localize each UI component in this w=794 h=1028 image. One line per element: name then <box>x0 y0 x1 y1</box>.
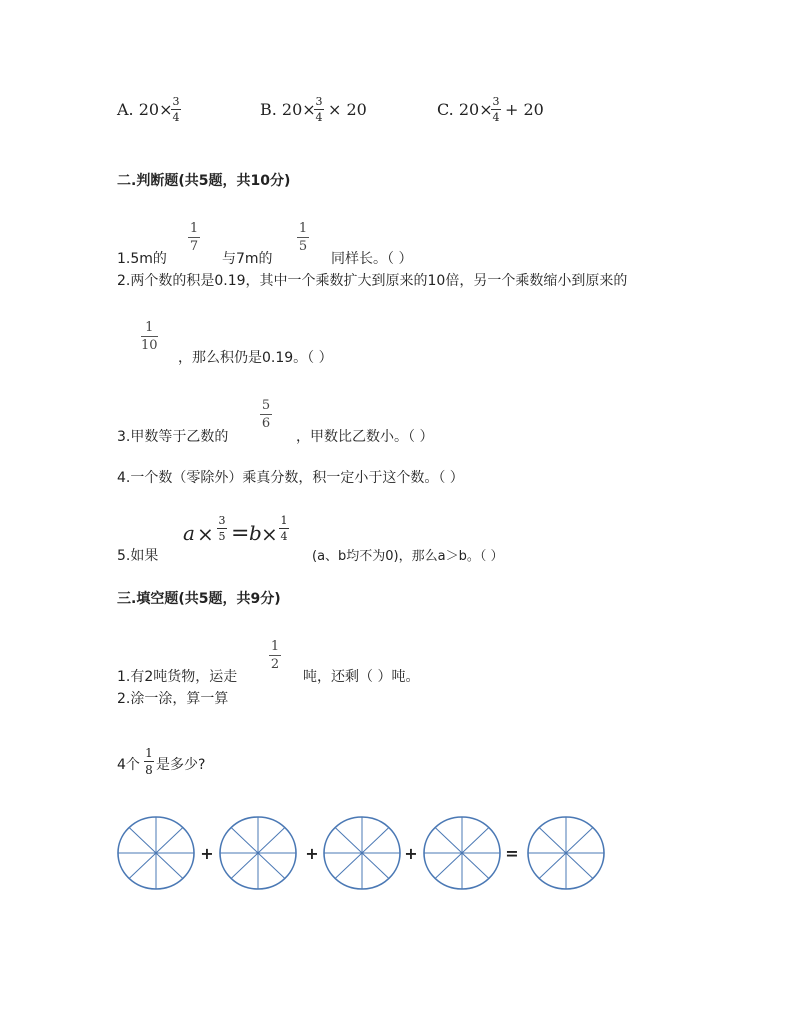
eighths-circle[interactable] <box>118 817 194 889</box>
plus-operator: + <box>305 844 319 863</box>
plus-operator: + <box>200 844 214 863</box>
fraction-numerator: 1 <box>280 514 288 527</box>
judgment-q1-part3: 同样长。（ ） <box>331 251 413 267</box>
fraction-bar <box>171 109 181 110</box>
plus-operator: + <box>404 844 418 863</box>
equation-variable-a: a <box>183 521 195 545</box>
fraction-denominator: 4 <box>492 111 500 124</box>
equation-times: × <box>261 522 278 546</box>
fraction-denominator: 8 <box>145 763 153 777</box>
fraction-denominator: 2 <box>270 657 280 672</box>
eighths-circle[interactable] <box>220 817 296 889</box>
fraction-denominator: 10 <box>141 338 158 353</box>
equation-times: × <box>197 522 214 546</box>
fraction-numerator: 3 <box>492 95 500 108</box>
fraction-numerator: 3 <box>218 514 226 527</box>
option-c-suffix: + 20 <box>505 100 544 119</box>
option-c <box>437 100 493 119</box>
fraction-bar <box>188 237 200 238</box>
option-b-fraction <box>314 96 324 123</box>
fraction-denominator: 4 <box>280 530 288 543</box>
equation-fraction1 <box>217 515 227 542</box>
option-b <box>260 100 316 119</box>
fraction-denominator: 7 <box>189 239 199 254</box>
fraction-bar <box>141 336 158 337</box>
fraction-numerator: 1 <box>145 746 153 760</box>
equation-equals: = <box>231 521 250 546</box>
judgment-q3-part1: 3.甲数等于乙数的 <box>117 429 229 445</box>
judgment-q2-line1: 2.两个数的积是0.19，其中一个乘数扩大到原来的10倍，另一个乘数缩小到原来的 <box>117 273 628 289</box>
fraction-circles <box>110 812 610 896</box>
equals-operator: = <box>505 844 519 863</box>
eighths-circle[interactable] <box>424 817 500 889</box>
fraction-denominator: 6 <box>261 416 271 431</box>
judgment-q2-fraction <box>141 321 158 352</box>
section-title-fill-in: 三.填空题(共5题，共9分) <box>117 591 281 607</box>
fraction-numerator: 1 <box>270 639 280 654</box>
equation-variable-b: b <box>249 521 262 545</box>
judgment-q5-prefix: 5.如果 <box>117 548 159 564</box>
eighths-circle[interactable] <box>324 817 400 889</box>
fraction-numerator: 1 <box>298 221 308 236</box>
option-a <box>117 100 173 119</box>
fraction-bar <box>217 528 227 529</box>
fraction-denominator: 5 <box>298 239 308 254</box>
fraction-bar <box>297 237 309 238</box>
judgment-q4: 4.一个数（零除外）乘真分数，积一定小于这个数。（ ） <box>117 470 464 486</box>
fraction-numerator: 3 <box>172 95 180 108</box>
fraction-numerator: 1 <box>145 320 154 335</box>
judgment-q1-part2: 与7m的 <box>222 251 273 267</box>
option-a-fraction <box>171 96 181 123</box>
fill-q1-part2: 吨，还剩（ ）吨。 <box>303 669 420 685</box>
fraction-numerator: 3 <box>315 95 323 108</box>
fraction-denominator: 4 <box>172 111 180 124</box>
fraction-bar <box>269 655 281 656</box>
fraction-denominator: 5 <box>218 530 226 543</box>
fill-q2-prompt-fraction <box>144 747 154 776</box>
fill-q2-prompt-prefix: 4个 <box>117 757 140 773</box>
judgment-q3-fraction <box>260 399 272 430</box>
fraction-bar <box>260 414 272 415</box>
option-a-prefix: A. 20× <box>117 100 173 119</box>
fill-q1-part1: 1.有2吨货物，运走 <box>117 669 238 685</box>
fraction-denominator: 4 <box>315 111 323 124</box>
fraction-numerator: 5 <box>261 398 271 413</box>
fraction-bar <box>491 109 501 110</box>
equation-fraction2 <box>279 515 289 542</box>
judgment-q1-part1: 1.5m的 <box>117 251 167 267</box>
judgment-q3-part2: ，甲数比乙数小。（ ） <box>296 429 434 445</box>
option-c-fraction <box>491 96 501 123</box>
section-title-judgment: 二.判断题(共5题，共10分) <box>117 173 291 189</box>
fraction-bar <box>279 528 289 529</box>
option-b-suffix: × 20 <box>328 100 367 119</box>
fraction-numerator: 1 <box>189 221 199 236</box>
judgment-q1-fraction1 <box>188 222 200 253</box>
judgment-q2-line2: ，那么积仍是0.19。（ ） <box>178 350 333 366</box>
fill-q2-prompt-suffix: 是多少? <box>156 757 206 773</box>
fill-q2: 2.涂一涂，算一算 <box>117 691 229 707</box>
fraction-bar <box>314 109 324 110</box>
fraction-bar <box>144 761 154 762</box>
fill-q1-fraction <box>269 640 281 671</box>
judgment-q5-suffix: (a、b均不为0)，那么a＞b。（ ） <box>312 549 504 564</box>
option-c-prefix: C. 20× <box>437 100 493 119</box>
eighths-circle[interactable] <box>528 817 604 889</box>
judgment-q1-fraction2 <box>297 222 309 253</box>
option-b-prefix: B. 20× <box>260 100 316 119</box>
